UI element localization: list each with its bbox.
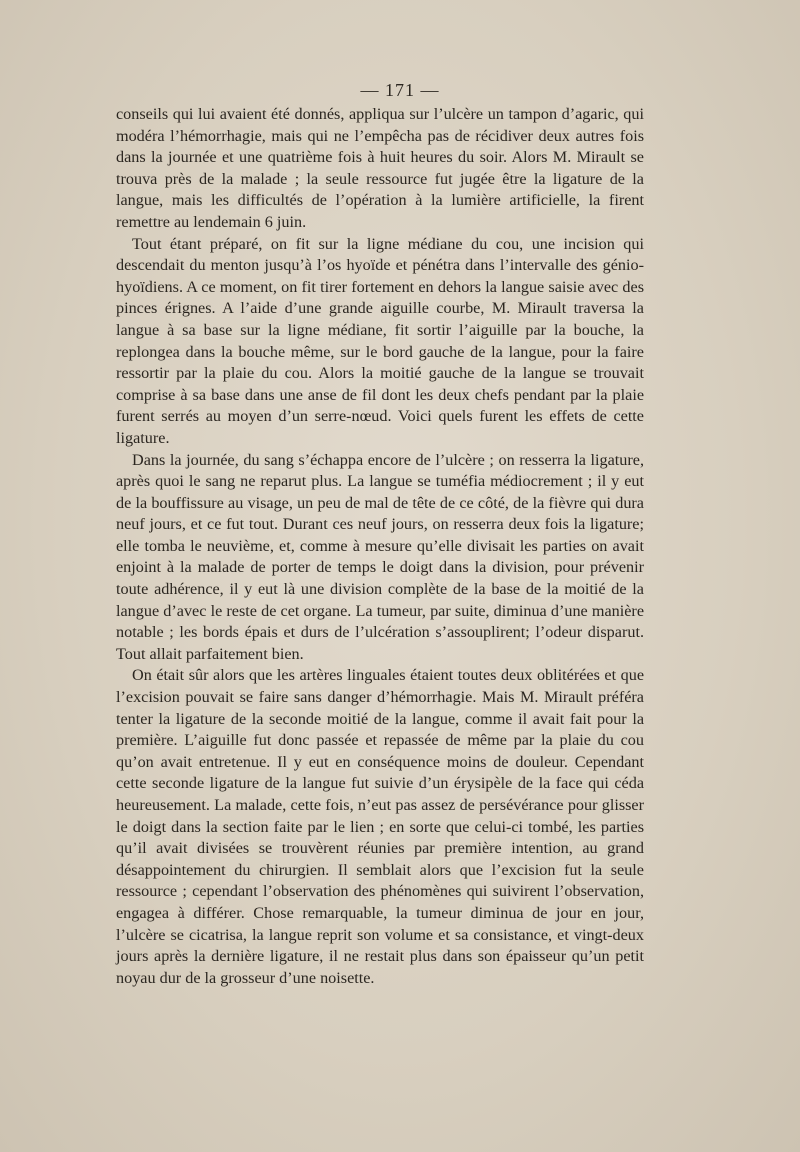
paragraph-3: Dans la journée, du sang s’échappa encore de l’ulcère ; on resserra la ligature, après quoi le sang ne reparut plus. La langue se tuméfia médiocrement ; il y eut de la bouffissure au visage, un peu de mal de tête de ce côté, de la fièvre qui dura neuf jours, et ce fut tout. Durant ces neuf jours, on resserra deux fois la ligature; elle tomba le neuvième, et, comme à mesure qu’elle divisait les parties on avait enjoint à la malade de porter de temps le doigt dans la division, pour prévenir toute adhérence, il y eut là une division complète de la base de la moitié de la langue d’avec le reste de cet organe. La tumeur, par suite, diminua d’une manière notable ; les bords épais et durs de l’ulcération s’assouplirent; l’odeur disparut. Tout allait parfaitement bien. — [116, 450, 644, 663]
paragraph-4: On était sûr alors que les artères linguales étaient toutes deux oblitérées et que l’excision pouvait se faire sans danger d’hémorrhagie. Mais M. Mirault préféra tenter la ligature de la seconde moitié de la langue, comme il avait fait pour la première. L’aiguille fut donc passée et repassée de même par la plaie du cou qu’on avait entretenue. Il y eut en conséquence moins de douleur. Cependant cette seconde ligature de la langue fut suivie d’un érysipèle de la face qui céda heureusement. La malade, cette fois, n’eut pas assez de persévérance pour glisser le doigt dans la section faite par le lien ; en sorte que celui-ci tombé, les parties qu’il avait divisées se trouvèrent réunies par première intention, au grand désappointement du chirurgien. Il semblait alors que l’excision fut la seule ressource ; cependant l’observation des phénomènes qui suivirent l’observation, engagea à différer. Chose remarquable, la tumeur diminua de jour en jour, l’ulcère se cicatrisa, la langue reprit son volume et sa consistance, et vingt-deux jours après la dernière ligature, il ne restait plus dans son épaisseur qu’un petit noyau dur de la grosseur d’une noisette. — [116, 666, 644, 987]
paragraph-2: Tout étant préparé, on fit sur la ligne médiane du cou, une incision qui descendait du menton jusqu’à l’os hyoïde et pénétra dans l’intervalle des génio-hyoïdiens. A ce moment, on fit tirer fortement en dehors la langue saisie avec des pinces érignes. A l’aide d’une grande aiguille courbe, M. Mirault traversa la langue à sa base sur la ligne médiane, fit sortir l’aiguille par la bouche, la replongea dans la bouche même, sur le bord gauche de la langue, pour la faire ressortir par la plaie du cou. Alors la moitié gauche de la langue se trouvait comprise à sa base dans une anse de fil dont les deux chefs pendant par la plaie furent serrés au moyen d’un serre-nœud. Voici quels furent les effets de cette ligature. — [116, 234, 644, 447]
paragraph-1: conseils qui lui avaient été donnés, appliqua sur l’ulcère un tampon d’agaric, qui modéra l’hémorrhagie, mais qui ne l’empêcha pas de récidiver deux autres fois dans la journée et une quatrième fois à huit heures du soir. Alors M. Mirault se trouva près de la malade ; la seule ressource fut jugée être la ligature de la langue, mais les difficultés de l’opération à la lumière artificielle, la firent remettre au lendemain 6 juin. — [116, 105, 644, 231]
body-text — [116, 104, 644, 989]
page-number: — 171 — — [360, 80, 440, 100]
